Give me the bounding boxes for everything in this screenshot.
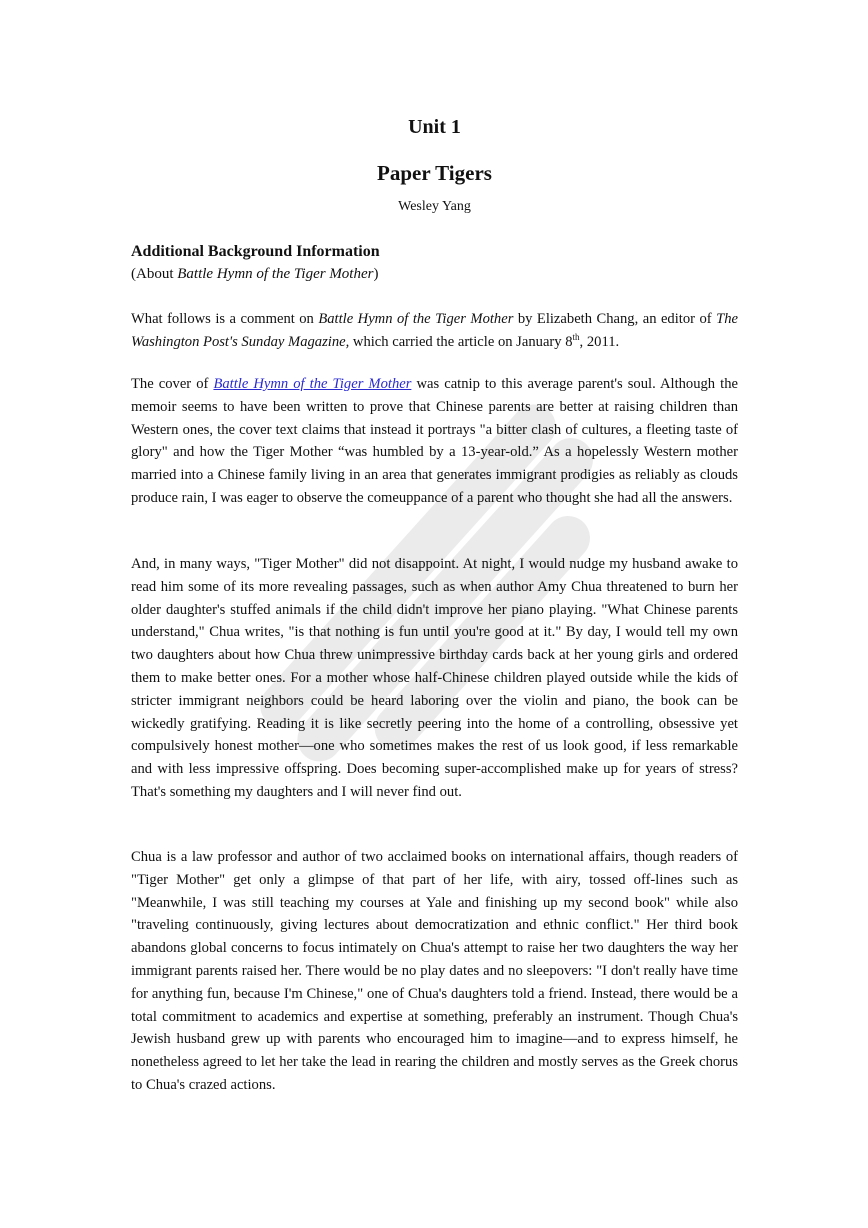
text-run: was catnip to this average parent's soul. Although the memoir seems to have been written to prove that Chinese parents are better at raising children than Western ones, the cover text claims that instead it portrays "a bitter clash of cultures, a fleeting taste of glory" and how the Tiger Mother “was humbled by a 13-year-old.” As a hopelessly Western mother married into a Chinese family living in an area that generates immigrant prodigies as reliably as clouds produce rain, I was eager to observe the comeuppance of a parent who thought she had all the answers. xyxy=(131,376,738,506)
about-prefix: (About xyxy=(131,266,178,282)
text-run: What follows is a comment on xyxy=(131,311,319,327)
magazine-title: The Washington Post's Sunday Magazine, xyxy=(131,311,738,350)
text-run: The cover of xyxy=(131,376,214,392)
author-name: Wesley Yang xyxy=(398,199,471,214)
about-suffix: ) xyxy=(373,266,379,282)
section-heading: Additional Background Information xyxy=(131,243,380,260)
paragraph-intro xyxy=(131,308,738,354)
text-run: which carried the article on January 8 xyxy=(349,333,573,350)
about-book-title: Battle Hymn of the Tiger Mother xyxy=(177,266,374,282)
text-run: by Elizabeth Chang, an editor of xyxy=(513,311,717,327)
text-run: , 2011. xyxy=(579,333,620,350)
paragraph-tiger-mother: And, in many ways, "Tiger Mother" did not disappoint. At night, I would nudge my husband awake to read him some of its more revealing passages, such as when author Amy Chua threatened to burn her older daughter's stuffed animals if the child didn't improve her piano playing. "What Chinese parents understand," Chua writes, "is that nothing is fun until you're good at it." By day, I would tell my own two daughters about how Chua threw unimpressive birthday cards back at her young girls and ordered them to make better ones. For a mother whose half-Chinese children played outside while the kids of stricter immigrant neighbors could be heard laboring over the violin and piano, the book can be wickedly gratifying. Reading it is like secretly peering into the home of a controlling, obsessive yet compulsively honest mother—one who sometimes makes the rest of us look good, if less remarkable and with less impressive offspring. Does becoming super-accomplished make up for years of stress? That's something my daughters and I will never find out. xyxy=(131,556,738,800)
about-line xyxy=(131,266,378,283)
date-superscript: th xyxy=(572,331,580,342)
page-title: Paper Tigers xyxy=(377,161,492,185)
unit-title: Unit 1 xyxy=(408,116,461,138)
book-title: Battle Hymn of the Tiger Mother xyxy=(318,311,514,327)
book-title-link[interactable]: Battle Hymn of the Tiger Mother xyxy=(213,376,412,392)
paragraph-cover xyxy=(131,373,738,510)
paragraph-chua: Chua is a law professor and author of two acclaimed books on international affairs, though readers of "Tiger Mother" get only a glimpse of that part of her life, with airy, tossed off-lines such as "Meanwhile, I was still teaching my courses at Yale and finishing up my second book" while also "traveling continuously, giving lectures about democratization and ethnic conflict." Her third book abandons global concerns to focus intimately on Chua's attempt to raise her two daughters the way her immigrant parents raised her. There would be no play dates and no sleepovers: "I don't really have time for anything fun, because I'm Chinese," one of Chua's daughters told a friend. Instead, there would be a total commitment to academics and expertise at something, preferably an instrument. Though Chua's Jewish husband grew up with parents who encouraged him to imagine—and to express himself, he nonetheless agreed to let her take the lead in rearing the children and mostly serves as the Greek chorus to Chua's crazed actions. xyxy=(131,849,738,1093)
